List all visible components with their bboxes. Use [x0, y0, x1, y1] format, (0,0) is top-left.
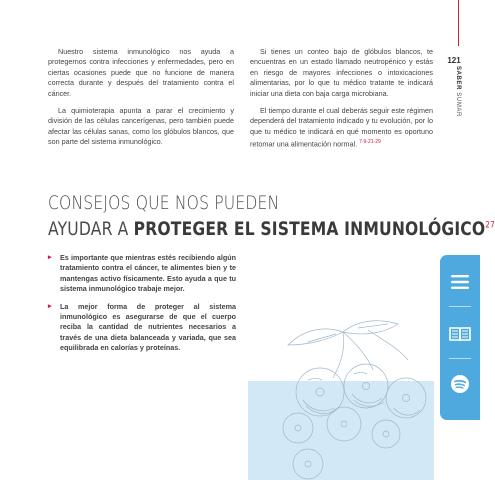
book-button[interactable] [445, 319, 475, 349]
menu-icon [450, 274, 470, 290]
right-paragraph-2-text: El tiempo durante el cual deberás seguir este régimen dependerá del tratamiento indicado y tu evolución, por lo que tu médico te indicará en qué momento es oportuno retomar una alimentación normal. [250, 106, 433, 149]
menu-button[interactable] [445, 267, 475, 297]
spotify-button[interactable] [445, 369, 475, 399]
blueberries-illustration [248, 300, 434, 480]
right-column [250, 47, 433, 157]
bullet-icon: ▸ [48, 302, 52, 310]
spotify-icon [450, 374, 470, 394]
reference-marker: 7-9-21-29 [359, 139, 381, 146]
section-label-light: SUMAR [455, 92, 461, 117]
nav-divider [449, 306, 471, 307]
section-label-bold: SABER [455, 66, 461, 91]
page-number: 121 [447, 56, 461, 65]
left-paragraph-2: La quimioterapia apunta a parar el crecimiento y división de las células cancerígenas, pero también puede afectar las células sanas, como los glóbulos blancos, que son parte del sistema inmunológico. [48, 106, 234, 147]
tip-text: Es importante que mientras estés recibiendo algún tratamiento contra el cáncer, te alimentes bien y te mantengas activo físicamente. Esto ayuda a que tu sistema inmunológico trabaje mejor. [60, 253, 236, 294]
left-column [48, 47, 234, 155]
heading-reference: 27 [485, 220, 495, 231]
tips-list [48, 253, 236, 361]
tip-text: La mejor forma de proteger al sistema inmunológico es asegurarse de que el cuerpo reciba la cantidad de nutrientes necesarios a través de una dieta balanceada y variada, que sea equilibrada en calorías y proteínas. [60, 301, 236, 353]
heading-line-2 [48, 218, 495, 240]
right-paragraph-2 [250, 106, 433, 150]
book-icon [449, 326, 471, 342]
section-heading [48, 192, 495, 240]
side-navigation [440, 255, 480, 420]
right-paragraph-1: Si tienes un conteo bajo de glóbulos blancos, te encuentras en un estado llamado neutropénico y estás en riesgo de mayores infecciones o intoxicaciones alimentarias, por lo que tu médico tratante te indicará iniciar una dieta con baja carga microbiana. [250, 47, 433, 98]
section-label [447, 66, 467, 136]
left-paragraph-1: Nuestro sistema inmunológico nos ayuda a protegernos contra infecciones y enfermedades, pero en ciertas ocasiones puede que no funcione de manera correcta durante y después del tratamiento contra el cáncer. [48, 47, 234, 98]
bullet-icon: ▸ [48, 254, 52, 261]
nav-divider [449, 358, 471, 359]
page-accent-line [458, 0, 459, 46]
heading-line-2-bold: PROTEGER EL SISTEMA INMUNOLÓGICO [133, 218, 486, 240]
heading-line-1: CONSEJOS QUE NOS PUEDEN [48, 192, 280, 214]
heading-line-2-light: AYUDAR A [48, 218, 134, 240]
list-item [48, 253, 236, 295]
list-item [48, 302, 236, 354]
